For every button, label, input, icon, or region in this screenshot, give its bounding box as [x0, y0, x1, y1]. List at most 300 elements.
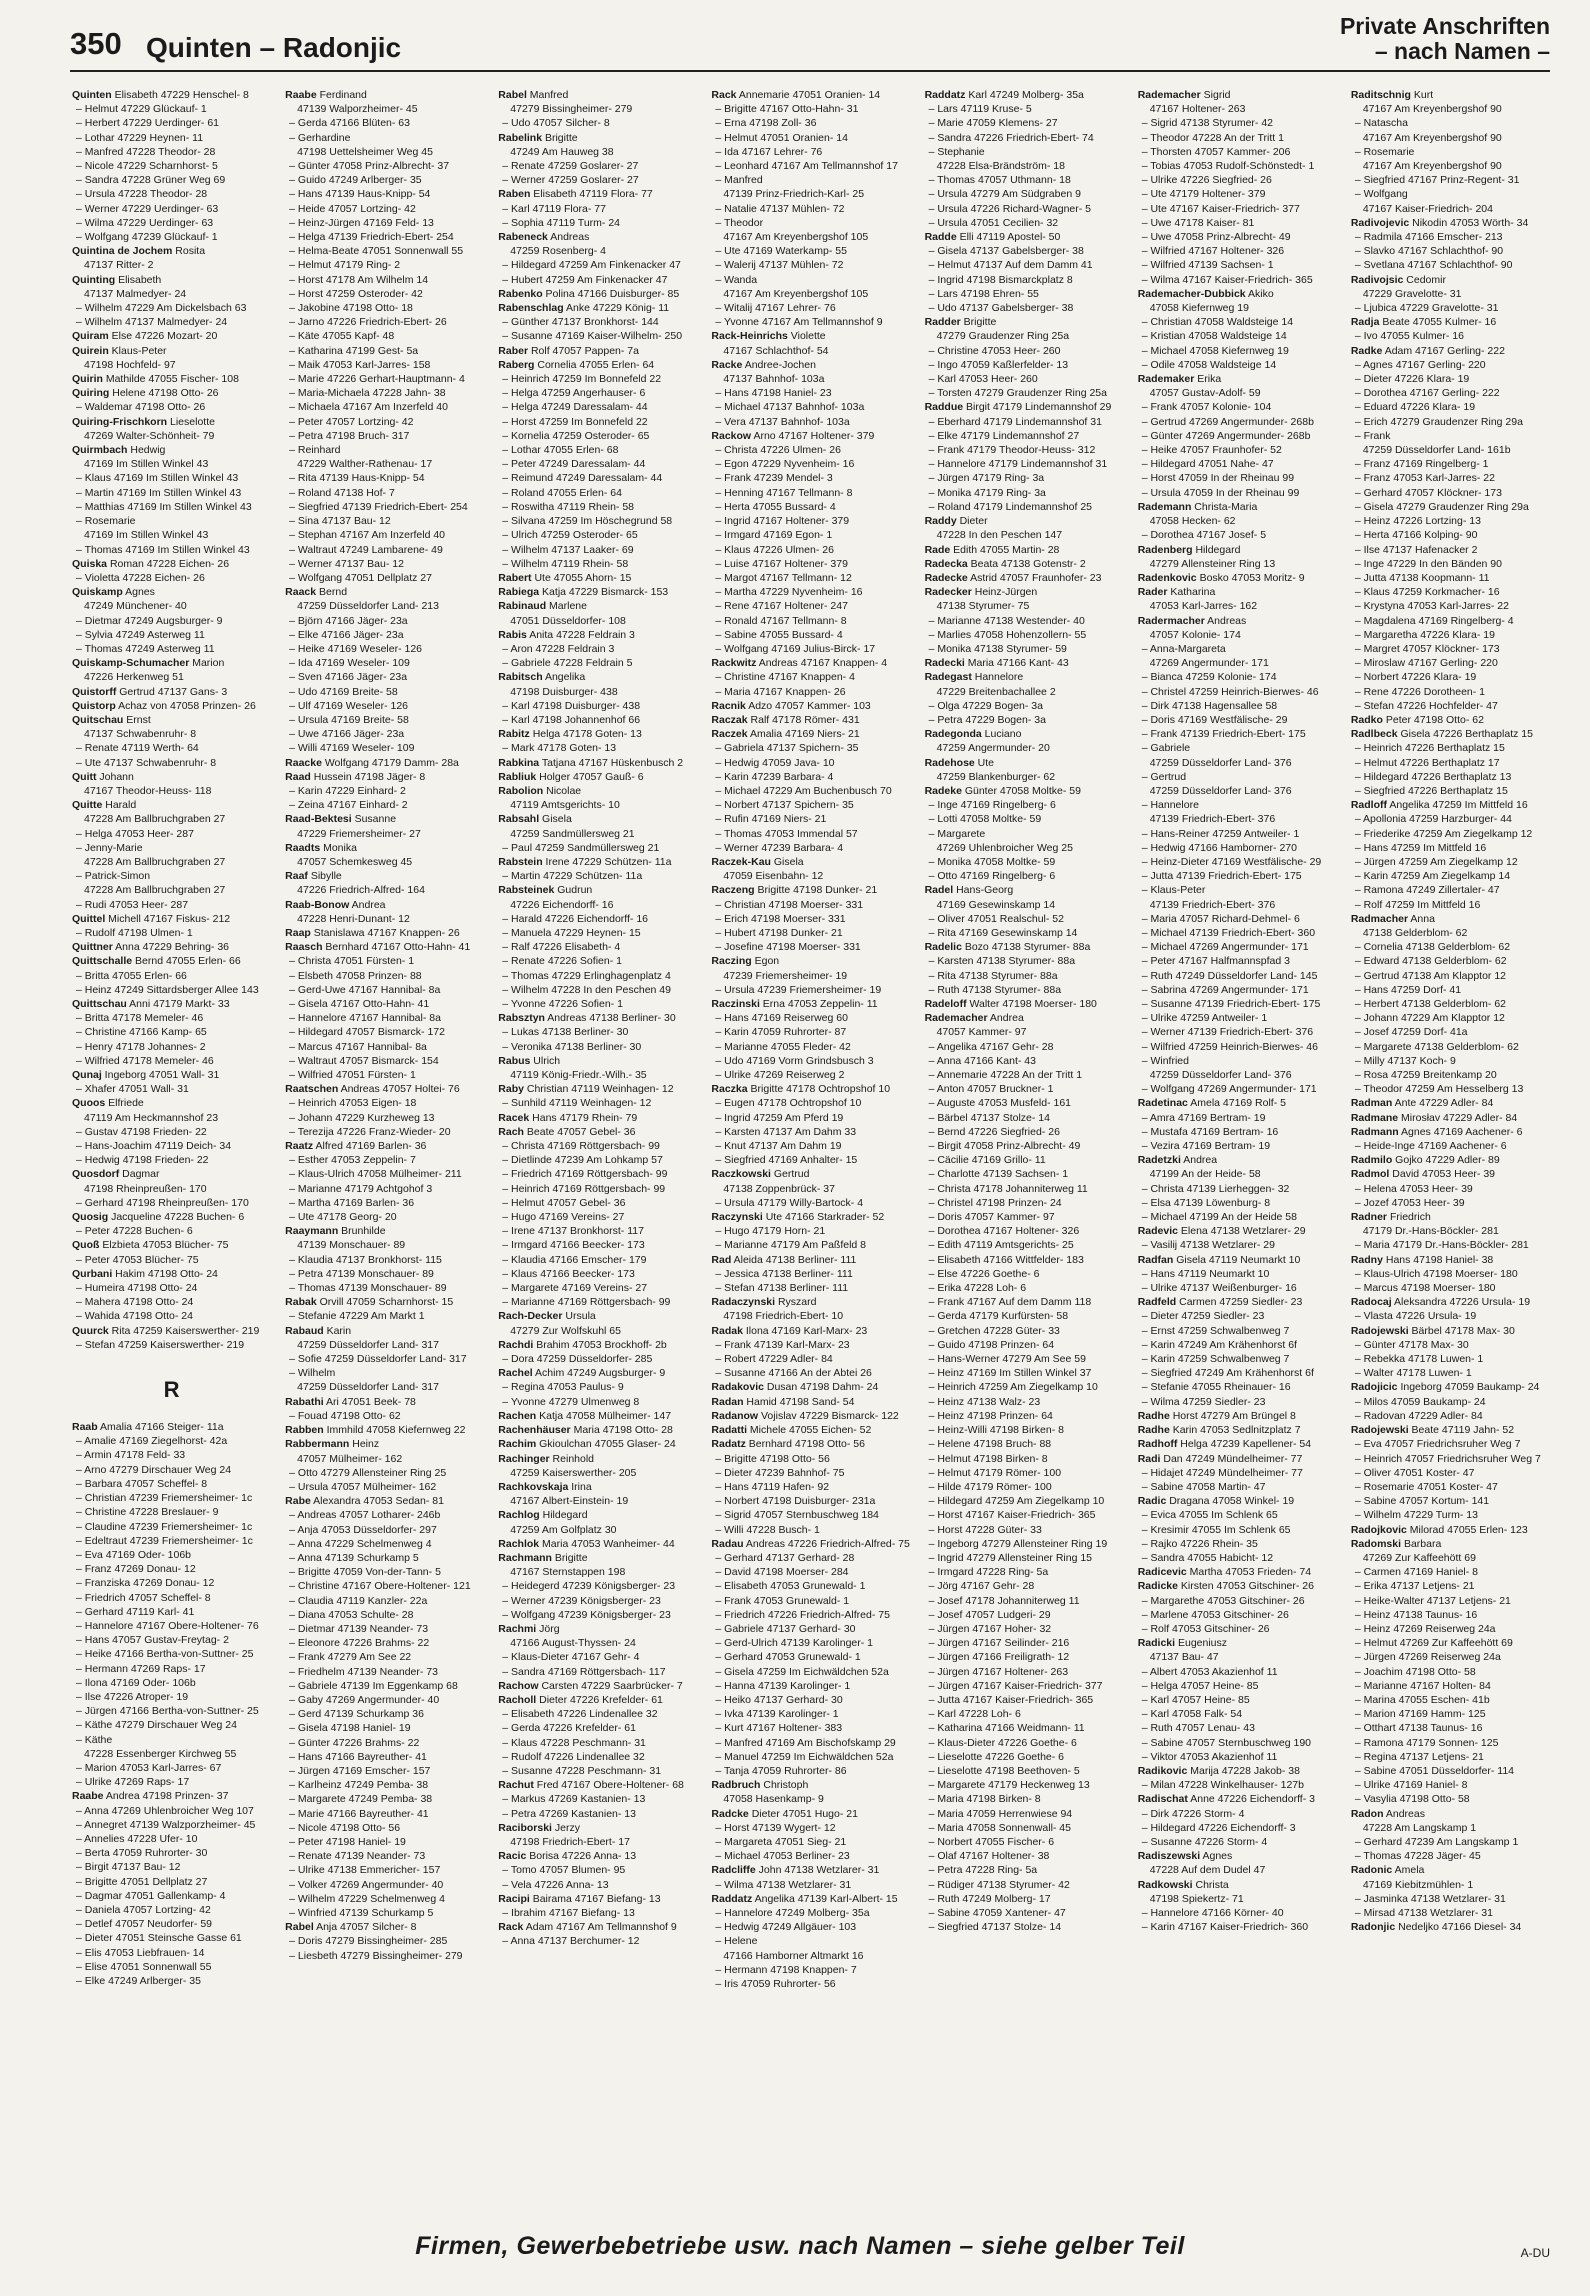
entry-details: – Gerhard 47239 Am Langskamp 1	[1354, 1835, 1519, 1848]
entry-details: – Rebekka 47178 Luwen- 1	[1354, 1353, 1484, 1366]
directory-entry	[925, 1821, 1124, 1835]
directory-entry	[1138, 969, 1337, 983]
directory-entry	[498, 443, 697, 457]
entry-details: – Dietmar 47249 Augsburger- 9	[76, 614, 223, 627]
directory-entry	[498, 1494, 697, 1508]
entry-details: Hedwig	[127, 444, 166, 457]
directory-entry	[711, 599, 910, 613]
directory-entry	[285, 1182, 484, 1196]
entry-details: 47279 Graudenzer Ring 25a	[936, 330, 1070, 343]
entry-details: – Wilma 47167 Kaiser-Friedrich- 365	[1141, 273, 1313, 286]
entry-details: – Hannelore 47249 Molberg- 35a	[715, 1907, 870, 1919]
entry-details: Hildegard	[539, 1509, 588, 1522]
directory-entry	[72, 1633, 271, 1647]
entry-details: – Wolfgang 47239 Königsberger- 23	[502, 1608, 671, 1621]
directory-entry	[711, 1622, 910, 1636]
directory-entry	[285, 969, 484, 983]
directory-entry	[1138, 1807, 1337, 1821]
directory-entry	[72, 1505, 271, 1519]
directory-entry	[711, 1338, 910, 1352]
entry-details: – Jürgen 47269 Reiserweg 24a	[1354, 1651, 1501, 1664]
directory-entry	[1138, 358, 1337, 372]
entry-surname: Quittschau	[72, 998, 127, 1010]
entry-surname: Rader	[1137, 586, 1168, 599]
entry-details: – Erna 47198 Zoll- 36	[715, 117, 817, 130]
directory-entry	[1138, 1139, 1337, 1153]
directory-entry	[1351, 216, 1550, 230]
entry-details: Andreas 47167 Knappen- 4	[756, 657, 888, 670]
directory-entry	[925, 1324, 1124, 1338]
directory-entry	[1138, 1309, 1337, 1323]
directory-entry	[925, 1452, 1124, 1466]
directory-entry	[1138, 898, 1337, 912]
entry-surname: Radak	[711, 1324, 743, 1337]
directory-entry	[711, 1636, 910, 1650]
entry-details: – Edward 47138 Gelderblom- 62	[1354, 955, 1507, 968]
entry-surname: Radan	[711, 1395, 744, 1408]
entry-surname: Radicki	[1137, 1637, 1176, 1650]
directory-entry	[1351, 187, 1550, 201]
directory-entry	[72, 628, 271, 642]
entry-details: – Claudine 47239 Friemersheimer- 1c	[76, 1520, 253, 1533]
directory-entry	[498, 1267, 697, 1281]
directory-entry	[72, 1324, 271, 1338]
directory-entry	[498, 571, 697, 585]
entry-details: – Johann 47229 Kurzheweg 13	[289, 1111, 435, 1124]
entry-details: Ari 47051 Beek- 78	[323, 1395, 416, 1408]
entry-details: – Margarete 47169 Vereins- 27	[502, 1282, 648, 1295]
entry-details: – Karl 47057 Heine- 85	[1141, 1693, 1250, 1706]
entry-details: Christa	[1192, 1878, 1229, 1891]
directory-entry	[1138, 1906, 1337, 1920]
entry-details: – Viktor 47053 Akazienhof 11	[1141, 1750, 1278, 1763]
entry-details: Andreas 47138 Berliner- 30	[544, 1012, 676, 1025]
entry-details: – Michael 47053 Berliner- 23	[715, 1850, 850, 1863]
entry-details: – Esther 47053 Zeppelin- 7	[289, 1154, 416, 1167]
directory-entry	[498, 400, 697, 414]
directory-entry	[925, 1636, 1124, 1650]
entry-surname: Rabenko	[498, 287, 543, 300]
entry-details: Fred 47167 Obere-Holtener- 68	[533, 1779, 684, 1792]
directory-entry	[285, 1111, 484, 1125]
directory-entry	[498, 258, 697, 272]
directory-entry	[498, 230, 697, 244]
directory-entry	[72, 1040, 271, 1054]
directory-entry	[285, 869, 484, 883]
entry-details: – Friedrich 47226 Friedrich-Alfred- 75	[715, 1608, 890, 1621]
directory-entry	[1138, 173, 1337, 187]
directory-column-1	[72, 88, 271, 2188]
entry-details: – Doris 47169 Westfälische- 29	[1141, 713, 1288, 726]
entry-details: – Siegfried 47137 Stolze- 14	[928, 1921, 1062, 1934]
directory-entry	[72, 1167, 271, 1181]
entry-details: – Irmgard 47228 Ring- 5a	[928, 1566, 1049, 1579]
directory-entry	[72, 230, 271, 244]
entry-details: – Frank 47179 Theodor-Heuss- 312	[928, 444, 1096, 457]
entry-details: – Kristian 47058 Waldsteige 14	[1141, 330, 1287, 343]
entry-details: 47199 An der Heide- 58	[1149, 1168, 1261, 1181]
entry-details: Hildegard	[1192, 543, 1241, 556]
directory-entry	[72, 1789, 271, 1803]
directory-entry	[72, 1238, 271, 1252]
directory-entry	[285, 1750, 484, 1764]
entry-details: – Christa 47226 Ulmen- 26	[715, 444, 841, 457]
directory-entry	[711, 1210, 910, 1224]
entry-surname: Rademacher	[924, 1012, 988, 1025]
entry-details: Holger 47057 Gauß- 6	[536, 770, 644, 783]
directory-entry	[925, 1040, 1124, 1054]
entry-details: – Heinz-Jürgen 47169 Feld- 13	[289, 216, 434, 229]
entry-details: – Eduard 47226 Klara- 19	[1354, 401, 1476, 414]
directory-entry	[1351, 1835, 1550, 1849]
entry-surname: Quitschau	[72, 713, 124, 726]
directory-entry	[498, 827, 697, 841]
directory-entry	[925, 1054, 1124, 1068]
directory-entry	[711, 1863, 910, 1877]
directory-entry	[72, 1477, 271, 1491]
entry-details: Elli 47119 Apostel- 50	[956, 231, 1061, 244]
directory-entry	[1351, 1380, 1550, 1394]
entry-surname: Quirein	[72, 344, 109, 357]
directory-entry	[1351, 1352, 1550, 1366]
directory-entry	[285, 770, 484, 784]
entry-surname: Rach-Decker	[498, 1310, 563, 1323]
entry-surname: Radivojsic	[1350, 273, 1404, 286]
directory-entry	[711, 1082, 910, 1096]
directory-entry	[1351, 1778, 1550, 1792]
entry-details: Rosita	[172, 245, 206, 258]
directory-entry	[925, 159, 1124, 173]
entry-details: 47167 Am Kreyenbergshof 105	[723, 231, 869, 244]
directory-entry	[1351, 1125, 1550, 1139]
entry-details: Reinhold	[549, 1452, 595, 1465]
directory-entry	[1351, 329, 1550, 343]
entry-details: 47137 Bau- 47	[1149, 1651, 1219, 1664]
entry-details: – Susanne 47139 Friedrich-Ebert- 175	[1141, 998, 1321, 1010]
entry-details: 47229 Friemersheimer- 27	[297, 827, 421, 840]
directory-entry	[925, 344, 1124, 358]
directory-entry	[285, 1636, 484, 1650]
directory-entry	[72, 315, 271, 329]
directory-entry	[711, 1253, 910, 1267]
entry-details: – Karin 47167 Kaiser-Friedrich- 360	[1141, 1921, 1309, 1934]
entry-details: Elfriede	[105, 1097, 144, 1110]
entry-surname: Rabenschlag	[498, 302, 564, 315]
entry-surname: Qurbani	[72, 1267, 113, 1280]
entry-details: – Günter 47269 Angermunder- 268b	[1141, 429, 1311, 442]
entry-details: – Sylvia 47249 Asterweg 11	[76, 628, 205, 641]
entry-details: – Lothar 47229 Heynen- 11	[76, 131, 204, 144]
directory-entry	[1351, 585, 1550, 599]
entry-details: – Ute 47167 Kaiser-Friedrich- 377	[1141, 202, 1300, 215]
entry-details: – Wolfgang	[1354, 188, 1408, 201]
directory-entry	[925, 557, 1124, 571]
directory-entry	[498, 997, 697, 1011]
entry-details: – Jürgen 47167 Kaiser-Friedrich- 377	[928, 1679, 1103, 1692]
entry-details: – Ursula 47228 Theodor- 28	[76, 188, 208, 201]
entry-surname: Radomski	[1350, 1537, 1402, 1550]
directory-entry	[1138, 1267, 1337, 1281]
entry-details: – Udo 47169 Breite- 58	[289, 685, 398, 698]
entry-surname: Quittner	[72, 941, 113, 954]
entry-surname: Rachmann	[498, 1551, 552, 1564]
entry-surname: Radny	[1350, 1253, 1383, 1266]
directory-entry	[925, 969, 1124, 983]
entry-details: 47228 Am Ballbruchgraben 27	[84, 855, 226, 868]
directory-entry	[285, 1153, 484, 1167]
directory-entry	[72, 685, 271, 699]
entry-details: Anna	[1408, 912, 1435, 925]
entry-details: – Christian 47239 Friemersheimer- 1c	[76, 1492, 253, 1505]
entry-details: – Maria 47057 Richard-Dehmel- 6	[1141, 912, 1300, 925]
entry-surname: Rade	[924, 543, 951, 556]
directory-entry	[498, 628, 697, 642]
entry-details: – Jasminka 47138 Wetzlarer- 31	[1354, 1892, 1506, 1905]
entry-surname: Quirin	[72, 373, 103, 386]
entry-details: Irina	[568, 1480, 592, 1493]
directory-entry	[498, 585, 697, 599]
entry-surname: Raditschnig	[1350, 89, 1411, 101]
directory-entry	[711, 642, 910, 656]
entry-details: Eugeniusz	[1175, 1637, 1228, 1650]
entry-details: – Guido 47198 Prinzen- 64	[928, 1338, 1055, 1351]
directory-entry	[1351, 614, 1550, 628]
directory-entry	[925, 1863, 1124, 1877]
directory-entry	[711, 1679, 910, 1693]
entry-details: – Werner 47139 Friedrich-Ebert- 376	[1141, 1026, 1314, 1039]
directory-entry	[711, 827, 910, 841]
directory-entry	[925, 727, 1124, 741]
entry-details: – Ursula 47239 Friemersheimer- 19	[715, 983, 882, 996]
entry-details: – Brigitte 47167 Otto-Hahn- 31	[715, 103, 859, 116]
entry-details: 47259 Kaiserswerther- 205	[510, 1466, 637, 1479]
entry-details: – Roland 47179 Lindemannshof 25	[928, 500, 1093, 513]
entry-details: – Wilfried 47259 Heinrich-Bierwes- 46	[1141, 1040, 1318, 1053]
entry-details: – Martin 47229 Schützen- 11a	[502, 870, 643, 883]
entry-surname: Rabolion	[498, 784, 544, 797]
entry-surname: Rabaud	[285, 1324, 324, 1337]
entry-details: – Hannelore 47166 Körner- 40	[1141, 1907, 1284, 1919]
directory-entry	[72, 1832, 271, 1846]
directory-entry	[925, 301, 1124, 315]
entry-details: Stanislawa 47167 Knappen- 26	[310, 926, 460, 939]
directory-entry	[1351, 1040, 1550, 1054]
entry-details: Brigitte	[542, 131, 578, 144]
entry-details: Peter 47198 Otto- 62	[1382, 713, 1484, 726]
directory-entry	[711, 486, 910, 500]
directory-entry	[1138, 1153, 1337, 1167]
directory-entry	[1138, 1082, 1337, 1096]
directory-entry	[72, 1775, 271, 1789]
entry-surname: Quitte	[72, 799, 103, 812]
directory-entry	[72, 1420, 271, 1434]
directory-entry	[1351, 898, 1550, 912]
entry-details: Marija 47228 Jakob- 38	[1187, 1764, 1300, 1777]
directory-entry	[72, 1196, 271, 1210]
entry-details: – Elsbeth 47058 Prinzen- 88	[289, 969, 422, 982]
directory-entry	[72, 329, 271, 343]
entry-surname: Radecki	[924, 657, 965, 670]
directory-entry	[1351, 1721, 1550, 1735]
directory-entry	[498, 926, 697, 940]
entry-details: – Helmut 47226 Berthaplatz 17	[1354, 756, 1500, 769]
directory-entry	[1351, 883, 1550, 897]
entry-details: Kirsten 47053 Gitschiner- 26	[1177, 1580, 1314, 1593]
entry-details: Wolfgang 47179 Damm- 28a	[321, 756, 459, 769]
directory-entry	[285, 301, 484, 315]
directory-entry	[711, 997, 910, 1011]
directory-entry	[1138, 1494, 1337, 1508]
entry-details: – Guido 47249 Arlberger- 35	[289, 174, 422, 187]
directory-entry	[1138, 1778, 1337, 1792]
directory-entry	[1138, 528, 1337, 542]
directory-entry	[711, 1380, 910, 1394]
directory-entry	[72, 1718, 271, 1732]
entry-details: – Roland 47138 Hof- 7	[289, 486, 395, 499]
entry-surname: Raab	[72, 1421, 98, 1434]
entry-details: Elisabeth	[115, 273, 162, 286]
entry-details: Katharina	[1167, 586, 1216, 599]
entry-surname: Radfan	[1137, 1253, 1174, 1266]
directory-entry	[711, 159, 910, 173]
entry-details: – Peter 47198 Haniel- 19	[289, 1835, 406, 1848]
entry-details: – Petra 47198 Bruch- 317	[289, 429, 410, 442]
directory-entry	[72, 1690, 271, 1704]
directory-entry	[72, 1903, 271, 1917]
entry-details: – Horst 47228 Güter- 33	[928, 1523, 1042, 1536]
directory-entry	[498, 372, 697, 386]
entry-details: Gojko 47229 Adler- 89	[1392, 1154, 1500, 1167]
directory-entry	[285, 841, 484, 855]
directory-entry	[1351, 997, 1550, 1011]
entry-details: – Mark 47178 Goten- 13	[502, 742, 617, 755]
entry-details: Hans 47179 Rhein- 79	[529, 1111, 638, 1124]
entry-details: – Tanja 47059 Ruhrorter- 86	[715, 1764, 847, 1777]
directory-entry	[498, 1764, 697, 1778]
directory-entry	[498, 599, 697, 613]
entry-details: Barbara	[1401, 1537, 1442, 1550]
entry-surname: Radaczynski	[711, 1296, 776, 1309]
directory-entry	[925, 202, 1124, 216]
entry-surname: Radenkovic	[1137, 571, 1197, 584]
entry-details: – Edith 47119 Amtsgerichts- 25	[928, 1239, 1074, 1252]
entry-details: – Günther 47137 Bronkhorst- 144	[502, 316, 659, 329]
directory-entry	[1351, 145, 1550, 159]
entry-details: – Manuela 47229 Heynen- 15	[502, 926, 641, 939]
directory-entry	[1138, 1650, 1337, 1664]
entry-details: – Heinrich 47259 Im Bonnefeld 22	[502, 373, 662, 386]
entry-details: Cedomir	[1403, 273, 1446, 286]
entry-details: Anni 47179 Markt- 33	[126, 998, 230, 1010]
directory-entry	[498, 557, 697, 571]
directory-entry	[925, 1224, 1124, 1238]
directory-entry	[285, 1380, 484, 1394]
directory-entry	[285, 429, 484, 443]
entry-surname: Rademacher-Dubbick	[1137, 287, 1246, 300]
directory-entry	[498, 1295, 697, 1309]
entry-details: Hussein 47198 Jäger- 8	[310, 770, 426, 783]
entry-details: – Christine 47167 Knappen- 4	[715, 671, 855, 684]
entry-details: – Marlies 47058 Hohenzollern- 55	[928, 628, 1087, 641]
entry-details: – Hans-Joachim 47119 Deich- 34	[76, 1140, 232, 1153]
entry-details: – David 47198 Moerser- 284	[715, 1566, 849, 1579]
directory-entry	[72, 471, 271, 485]
entry-details: Heinz	[349, 1438, 380, 1451]
directory-entry	[711, 1352, 910, 1366]
entry-details: – Heide-Inge 47169 Aachener- 6	[1354, 1140, 1507, 1153]
directory-entry	[285, 1395, 484, 1409]
directory-entry	[1138, 1182, 1337, 1196]
directory-entry	[285, 557, 484, 571]
directory-entry	[925, 145, 1124, 159]
entry-details: – Sabine 47057 Sternbuschweg 190	[1141, 1736, 1312, 1749]
entry-surname: Rabsahl	[498, 813, 540, 826]
directory-entry	[1138, 997, 1337, 1011]
entry-details: – Horst 47259 Im Bonnefeld 22	[502, 415, 648, 428]
entry-details: – Herbert 47229 Uerdinger- 61	[76, 117, 220, 130]
directory-entry	[711, 699, 910, 713]
directory-entry	[711, 1949, 910, 1963]
directory-entry	[285, 216, 484, 230]
entry-details: – Fouad 47198 Otto- 62	[289, 1409, 401, 1422]
entry-details: 47169 Gesewinskamp 14	[936, 898, 1056, 911]
directory-entry	[925, 1253, 1124, 1267]
entry-details: – Heiko 47137 Gerhard- 30	[715, 1693, 843, 1706]
directory-entry	[925, 1849, 1124, 1863]
entry-details: 47057 Kolonie- 174	[1149, 628, 1241, 641]
directory-entry	[285, 1437, 484, 1451]
entry-details: – Wolfgang 47169 Julius-Birck- 17	[715, 642, 876, 655]
entry-details: – Birgit 47058 Prinz-Albrecht- 49	[928, 1140, 1081, 1153]
directory-entry	[72, 699, 271, 713]
directory-entry	[925, 543, 1124, 557]
directory-entry	[1351, 1196, 1550, 1210]
directory-entry	[498, 315, 697, 329]
entry-surname: Raatschen	[285, 1083, 339, 1096]
directory-entry	[498, 1792, 697, 1806]
directory-entry	[498, 969, 697, 983]
entry-details: – Ulrich 47259 Osteroder- 65	[502, 529, 638, 542]
entry-details: – Helmut 47051 Oranien- 14	[715, 131, 848, 144]
entry-surname: Raap	[285, 926, 311, 939]
directory-entry	[1138, 102, 1337, 116]
entry-details: – Jutta 47167 Kaiser-Friedrich- 365	[928, 1693, 1094, 1706]
entry-details: – Herta 47055 Bussard- 4	[715, 500, 836, 513]
entry-details: Horst 47279 Am Brüngel 8	[1169, 1409, 1296, 1422]
directory-entry	[1138, 727, 1337, 741]
directory-entry	[1351, 1096, 1550, 1110]
entry-details: – Stefanie 47055 Rheinauer- 16	[1141, 1381, 1291, 1394]
directory-entry	[498, 1011, 697, 1025]
directory-entry	[285, 1863, 484, 1877]
directory-entry	[925, 1679, 1124, 1693]
entry-details: – Natalie 47137 Mühlen- 72	[715, 202, 845, 215]
entry-details: – Helga 47259 Angerhauser- 6	[502, 387, 646, 400]
entry-details: – Eugen 47178 Ochtropshof 10	[715, 1097, 862, 1110]
entry-details: – Johann 47229 Am Klapptor 12	[1354, 1012, 1505, 1025]
directory-entry	[711, 1707, 910, 1721]
entry-details: 47279 Allensteiner Ring 13	[1149, 557, 1276, 570]
entry-details: 47139 Prinz-Friedrich-Karl- 25	[723, 188, 865, 201]
entry-surname: Radmann	[1350, 1125, 1399, 1138]
entry-details: – Hans-Reiner 47259 Antweiler- 1	[1141, 827, 1300, 840]
entry-details: – Ida 47169 Weseler- 109	[289, 657, 410, 670]
directory-entry	[72, 202, 271, 216]
entry-surname: Radau	[711, 1537, 744, 1550]
directory-entry	[1138, 1579, 1337, 1593]
entry-details: Anja 47057 Silcher- 8	[313, 1921, 417, 1934]
directory-entry	[285, 599, 484, 613]
